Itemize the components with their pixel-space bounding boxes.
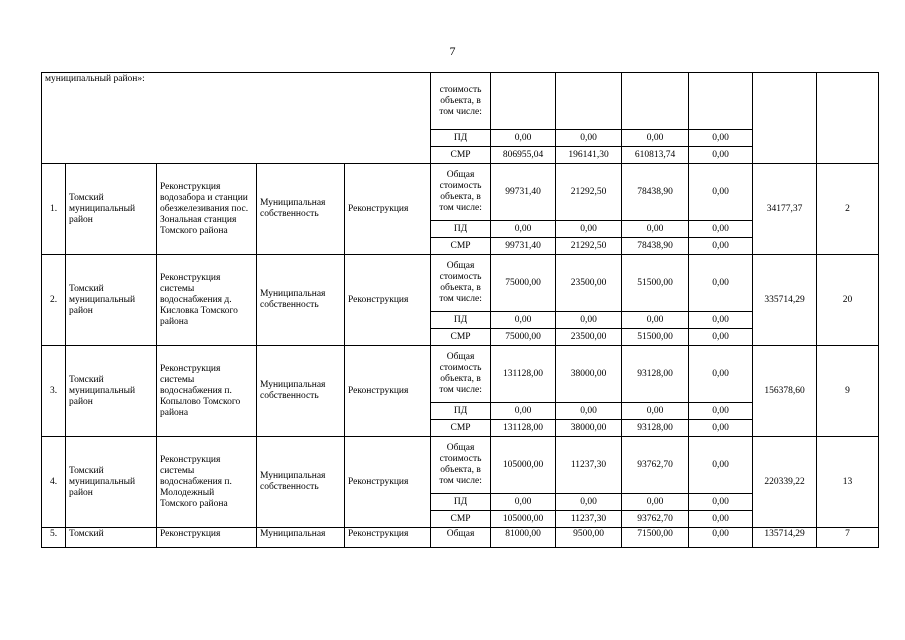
cell: 23500,00 [556, 255, 622, 312]
cell: 0,00 [689, 346, 753, 403]
object-name: Реконструкция [157, 528, 257, 548]
cell: 0,00 [556, 312, 622, 329]
cell: 0,00 [556, 403, 622, 420]
cell: 0,00 [622, 312, 689, 329]
table-row [42, 346, 879, 403]
cell: 0,00 [689, 511, 753, 528]
ownership: Муниципальная собственность [257, 437, 345, 528]
smr-label: СМР [431, 147, 491, 164]
cell: 0,00 [689, 420, 753, 437]
cell: 38000,00 [556, 346, 622, 403]
cell: 93128,00 [622, 420, 689, 437]
row-number: 2. [42, 255, 66, 346]
district: Томский [66, 528, 157, 548]
cost-label: Общая стоимость объекта, в том числе: [431, 437, 491, 494]
cost-label: Общая стоимость объекта, в том числе: [431, 346, 491, 403]
cell: 0,00 [689, 238, 753, 255]
cell: 0,00 [689, 312, 753, 329]
cell: 0,00 [689, 164, 753, 221]
cell: 0,00 [491, 221, 556, 238]
cell: 0,00 [556, 221, 622, 238]
cell: 0,00 [491, 494, 556, 511]
work-type: Реконструкция [345, 164, 431, 255]
cell: 11237,30 [556, 511, 622, 528]
count: 20 [817, 255, 879, 346]
pd-label: ПД [431, 130, 491, 147]
smr-label: СМР [431, 420, 491, 437]
cell: 0,00 [689, 403, 753, 420]
cell: 806955,04 [491, 147, 556, 164]
cell: 0,00 [491, 130, 556, 147]
pd-label: ПД [431, 221, 491, 238]
cell: 0,00 [689, 221, 753, 238]
smr-label: СМР [431, 329, 491, 346]
cell: 78438,90 [622, 164, 689, 221]
cell: 11237,30 [556, 437, 622, 494]
cell: 0,00 [689, 255, 753, 312]
work-type: Реконструкция [345, 346, 431, 437]
cost-label: Общая стоимость объекта, в том числе: [431, 255, 491, 312]
table-body [42, 73, 879, 548]
cell: 0,00 [556, 130, 622, 147]
capacity: 34177,37 [753, 164, 817, 255]
cell: 0,00 [689, 130, 753, 147]
cell: 9500,00 [556, 528, 622, 548]
work-type: Реконструкция [345, 528, 431, 548]
object-name: Реконструкция системы водоснабжения д. Кисловка Томского района [157, 255, 257, 346]
cell: 0,00 [491, 312, 556, 329]
continuation-text: муниципальный район»: [42, 73, 431, 164]
capacity: 135714,29 [753, 528, 817, 548]
count: 9 [817, 346, 879, 437]
cell: 0,00 [556, 494, 622, 511]
cell: 23500,00 [556, 329, 622, 346]
table-row [42, 437, 879, 494]
cell: 99731,40 [491, 238, 556, 255]
ownership: Муниципальная собственность [257, 346, 345, 437]
cell: 105000,00 [491, 511, 556, 528]
row-number: 5. [42, 528, 66, 548]
cell: 0,00 [689, 329, 753, 346]
object-name: Реконструкция системы водоснабжения п. Молодежный Томского района [157, 437, 257, 528]
cell: 131128,00 [491, 420, 556, 437]
cell: 93762,70 [622, 511, 689, 528]
row-number: 1. [42, 164, 66, 255]
capacity: 220339,22 [753, 437, 817, 528]
cost-label: Общая стоимость объекта, в том числе: [431, 164, 491, 221]
cell: 131128,00 [491, 346, 556, 403]
cell: 51500,00 [622, 255, 689, 312]
capacity: 156378,60 [753, 346, 817, 437]
cell: 0,00 [689, 528, 753, 548]
cell: 0,00 [491, 403, 556, 420]
count: 2 [817, 164, 879, 255]
district: Томский муниципальный район [66, 346, 157, 437]
cost-label: стоимость объекта, в том числе: [431, 73, 491, 130]
cell: 21292,50 [556, 238, 622, 255]
pd-label: ПД [431, 403, 491, 420]
pd-label: ПД [431, 494, 491, 511]
cell: 0,00 [622, 494, 689, 511]
cell: 0,00 [689, 147, 753, 164]
cell: 93762,70 [622, 437, 689, 494]
cell: 81000,00 [491, 528, 556, 548]
ownership: Муниципальная собственность [257, 164, 345, 255]
work-type: Реконструкция [345, 255, 431, 346]
cell: 75000,00 [491, 255, 556, 312]
table-row [42, 73, 879, 130]
table-row [42, 164, 879, 221]
ownership: Муниципальная [257, 528, 345, 548]
capacity: 335714,29 [753, 255, 817, 346]
district: Томский муниципальный район [66, 437, 157, 528]
work-type: Реконструкция [345, 437, 431, 528]
cell: 99731,40 [491, 164, 556, 221]
row-number: 4. [42, 437, 66, 528]
cell: 0,00 [622, 403, 689, 420]
cell: 38000,00 [556, 420, 622, 437]
district: Томский муниципальный район [66, 164, 157, 255]
district: Томский муниципальный район [66, 255, 157, 346]
cell: 75000,00 [491, 329, 556, 346]
count: 7 [817, 528, 879, 548]
cell: 196141,30 [556, 147, 622, 164]
investment-table [41, 72, 879, 548]
cell: 105000,00 [491, 437, 556, 494]
smr-label: СМР [431, 511, 491, 528]
cell: 610813,74 [622, 147, 689, 164]
smr-label: СМР [431, 238, 491, 255]
cell: 51500,00 [622, 329, 689, 346]
cell: 71500,00 [622, 528, 689, 548]
cell: 78438,90 [622, 238, 689, 255]
cell: 0,00 [689, 494, 753, 511]
table-row [42, 528, 879, 548]
cell: 0,00 [622, 221, 689, 238]
ownership: Муниципальная собственность [257, 255, 345, 346]
cell: 21292,50 [556, 164, 622, 221]
row-number: 3. [42, 346, 66, 437]
table-row [42, 255, 879, 312]
count: 13 [817, 437, 879, 528]
pd-label: ПД [431, 312, 491, 329]
cost-label: Общая [431, 528, 491, 548]
cell: 93128,00 [622, 346, 689, 403]
cell: 0,00 [622, 130, 689, 147]
page-number: 7 [449, 44, 456, 58]
object-name: Реконструкция системы водоснабжения п. Копылово Томского района [157, 346, 257, 437]
object-name: Реконструкция водозабора и станции обезжелезивания пос. Зональная станция Томского района [157, 164, 257, 255]
cell: 0,00 [689, 437, 753, 494]
